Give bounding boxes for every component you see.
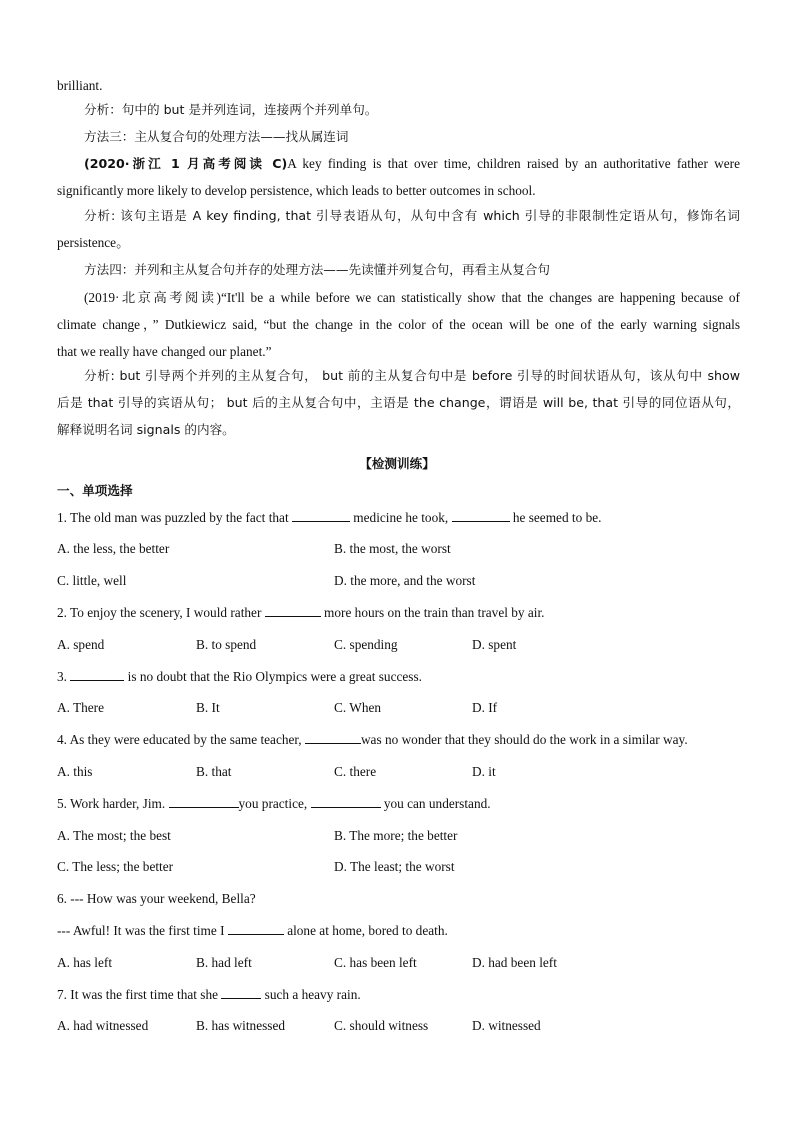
option-b: B. It <box>196 700 220 715</box>
analysis-line: 分析: 该句主语是 A key finding, that 引导表语从句，从句中含有 which 引导的非限制性定语从句，修饰名词 <box>84 208 740 223</box>
option-d: D. had been left <box>472 955 557 970</box>
text-line: persistence。 <box>57 235 130 250</box>
option-d: D. witnessed <box>472 1018 541 1033</box>
option-c: C. When <box>334 700 382 715</box>
option-a: A. There <box>57 700 105 715</box>
answer-blank <box>70 668 124 681</box>
answer-blank <box>305 731 361 744</box>
option-a: A. spend <box>57 637 105 652</box>
option-d: D. it <box>472 764 496 779</box>
option-d: D. If <box>472 700 498 715</box>
example-text: A key finding is that over time, children raised by an authoritative father were <box>287 156 740 171</box>
example-line: climate change，” Dutkiewicz said, “but the change in the color of the ocean will be one of the early warning signals <box>57 317 740 332</box>
example-line: (2019·北京高考阅读)“It'll be a while before we can statistically show that the changes are happening because of <box>84 290 740 305</box>
section-subtitle: 一、单项选择 <box>57 483 133 498</box>
option-c: C. there <box>334 764 377 779</box>
question-2: 2. To enjoy the scenery, I would rather more hours on the train than travel by air. <box>57 605 545 620</box>
question-5: 5. Work harder, Jim. you practice, you can understand. <box>57 796 491 811</box>
option-a: A. The most; the best <box>57 828 171 843</box>
question-3: 3. is no doubt that the Rio Olympics were a great success. <box>57 669 422 684</box>
answer-blank <box>265 604 321 617</box>
example-line: that we really have changed our planet.” <box>57 344 272 359</box>
option-a: A. had witnessed <box>57 1018 149 1033</box>
option-a: A. the less, the better <box>57 541 170 556</box>
question-6-response: --- Awful! It was the first time I alone at home, bored to death. <box>57 923 448 938</box>
method-heading: 方法四：并列和主从复合句并存的处理方法——先读懂并列复合句，再看主从复合句 <box>84 262 550 277</box>
analysis-line: 解释说明名词 signals 的内容。 <box>57 422 235 437</box>
option-a: A. has left <box>57 955 113 970</box>
option-b: B. has witnessed <box>196 1018 286 1033</box>
example-line <box>84 155 740 173</box>
analysis-line: 分析：句中的 but 是并列连词，连接两个并列单句。 <box>84 102 378 117</box>
option-b: B. had left <box>196 955 252 970</box>
method-heading: 方法三：主从复合句的处理方法——找从属连词 <box>84 129 349 144</box>
option-b: B. that <box>196 764 232 779</box>
answer-blank <box>311 795 381 808</box>
answer-blank <box>292 509 350 522</box>
text-line: brilliant. <box>57 78 103 93</box>
option-b: B. to spend <box>196 637 257 652</box>
option-b: B. The more; the better <box>334 828 458 843</box>
option-a: A. this <box>57 764 93 779</box>
option-c: C. spending <box>334 637 398 652</box>
question-1: 1. The old man was puzzled by the fact that medicine he took, he seemed to be. <box>57 510 602 525</box>
analysis-line: 后是 that 引导的宾语从句； but 后的主从复合句中，主语是 the change，谓语是 will be, that 引导的同位语从句， <box>57 395 740 410</box>
section-title: 【检测训练】 <box>359 456 435 471</box>
example-line: significantly more likely to develop persistence, which leads to better outcomes in school. <box>57 183 536 198</box>
option-c: C. The less; the better <box>57 859 174 874</box>
answer-blank <box>169 795 239 808</box>
question-4: 4. As they were educated by the same teacher, was no wonder that they should do the work in a similar way. <box>57 732 688 747</box>
option-b: B. the most, the worst <box>334 541 451 556</box>
option-c: C. little, well <box>57 573 127 588</box>
option-c: C. has been left <box>334 955 417 970</box>
question-7: 7. It was the first time that she such a heavy rain. <box>57 987 361 1002</box>
answer-blank <box>228 922 284 935</box>
option-d: D. The least; the worst <box>334 859 455 874</box>
analysis-line: 分析: but 引导两个并列的主从复合句， but 前的主从复合句中是 before 引导的时间状语从句，该从句中 show <box>84 368 740 383</box>
option-d: D. spent <box>472 637 517 652</box>
option-d: D. the more, and the worst <box>334 573 476 588</box>
answer-blank <box>452 509 510 522</box>
question-6: 6. --- How was your weekend, Bella? <box>57 891 256 906</box>
answer-blank <box>221 986 261 999</box>
source-citation: (2020·浙江 1 月高考阅读 C) <box>84 156 288 171</box>
option-c: C. should witness <box>334 1018 429 1033</box>
